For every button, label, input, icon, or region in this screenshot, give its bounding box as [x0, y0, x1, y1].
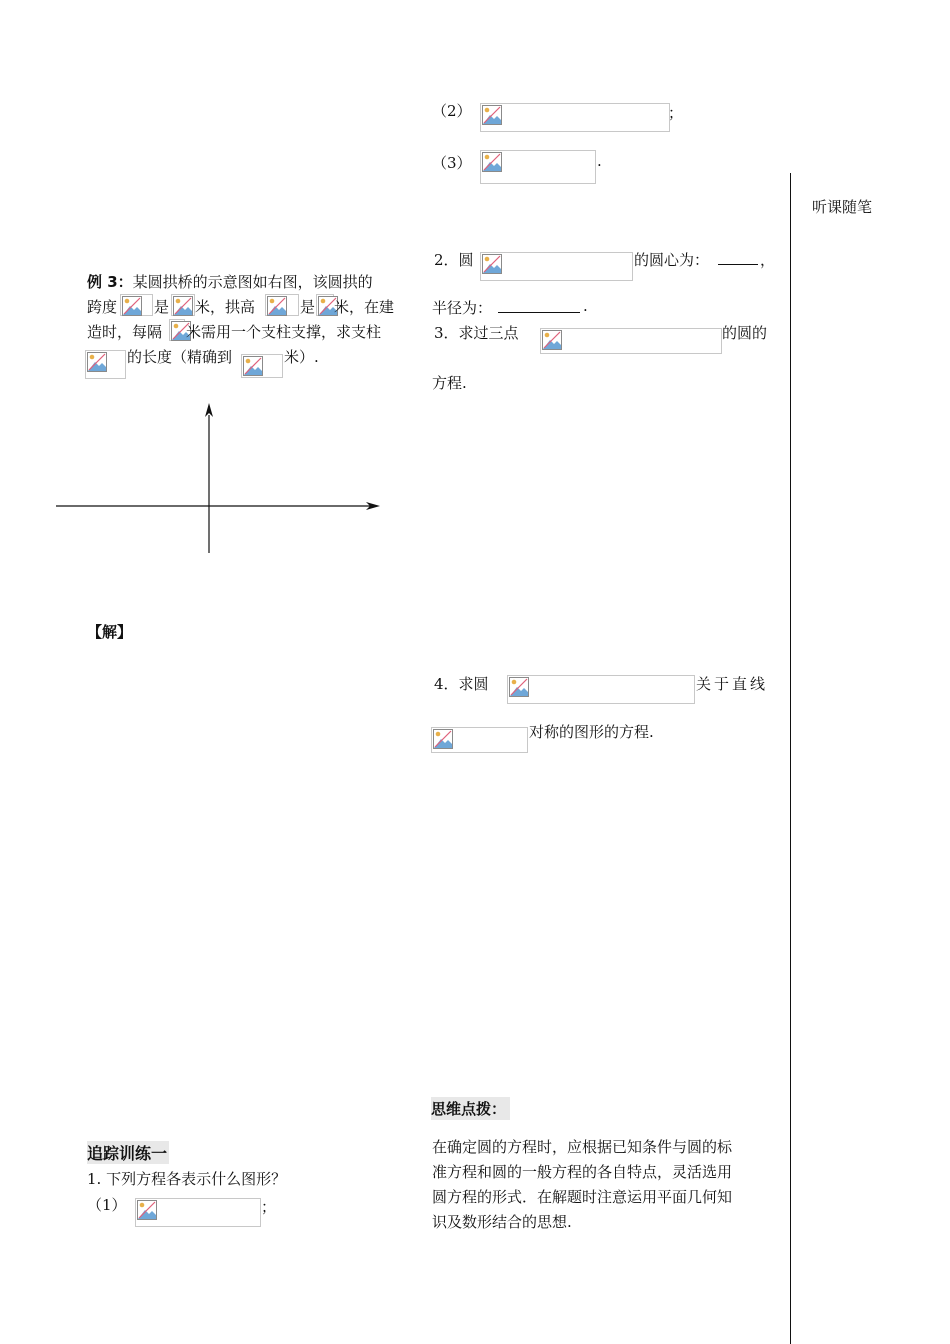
example3-line1: [87, 271, 373, 292]
formula-image: [480, 252, 633, 281]
training-sub1-end: ；: [261, 1198, 277, 1216]
broken-image-icon: [137, 1200, 157, 1220]
y-axis-arrow-icon: [205, 403, 213, 417]
formula-image: [171, 294, 195, 316]
broken-image-icon: [542, 330, 562, 350]
broken-image-icon: [482, 105, 502, 125]
formula-image: [265, 294, 299, 316]
broken-image-icon: [482, 152, 502, 172]
training-sub1-label: （1）: [87, 1196, 127, 1214]
formula-image: [480, 103, 670, 132]
item3-suffix: 的圆的: [722, 324, 768, 342]
ex3-l4a: 的长度（精确到: [127, 348, 233, 366]
training-question: 1. 下列方程各表示什么图形？: [87, 1170, 287, 1188]
formula-image: [85, 350, 126, 379]
tip-title: 思维点拨：: [431, 1097, 510, 1120]
ex3-l3a: 造时，每隔: [87, 323, 163, 341]
tip-line: 圆方程的形式．在解题时注意运用平面几何知: [432, 1188, 733, 1206]
broken-image-icon: [509, 677, 529, 697]
solution-label: 【解】: [87, 623, 133, 641]
formula-image: [135, 1198, 261, 1227]
ex3-l2e: 米，在建: [334, 298, 395, 316]
formula-image: [120, 294, 153, 316]
tip-paragraph: [432, 1135, 732, 1235]
broken-image-icon: [173, 296, 193, 316]
item3-prefix: 3．求过三点: [434, 324, 519, 342]
formula-image: [480, 150, 596, 184]
item2-prefix: 2．圆: [434, 251, 474, 269]
ex3-l2d: 是: [300, 298, 316, 316]
q2-label: （2）: [432, 102, 472, 120]
q3-label: （3）: [432, 154, 472, 172]
item4-line2: 对称的图形的方程.: [529, 723, 654, 741]
tip-line: 在确定圆的方程时，应根据已知条件与圆的标: [432, 1138, 733, 1156]
broken-image-icon: [482, 254, 502, 274]
broken-image-icon: [243, 356, 263, 376]
formula-image: [169, 319, 185, 341]
ex3-l2c: 米，拱高: [195, 298, 256, 316]
example3-label: 例 3：: [87, 273, 133, 291]
item2-comma: ，: [760, 251, 776, 269]
broken-image-icon: [87, 352, 107, 372]
q3-end: .: [597, 152, 602, 170]
example3-text: 某圆拱桥的示意图如右图，该圆拱的: [132, 273, 373, 291]
item3-line2: 方程.: [432, 374, 467, 392]
item4-suffix: 关于直线: [696, 675, 769, 693]
radius-blank: [498, 312, 580, 313]
ex3-l4b: 米）.: [284, 348, 319, 366]
ex3-l2b: 是: [154, 298, 170, 316]
broken-image-icon: [267, 296, 287, 316]
formula-image: [507, 675, 695, 704]
formula-image: [316, 294, 334, 316]
formula-image: [241, 354, 283, 378]
margin-divider: [790, 173, 791, 1344]
item4-prefix: 4．求圆: [434, 675, 489, 693]
formula-image: [431, 727, 528, 753]
tip-line: 准方程和圆的一般方程的各自特点，灵活选用: [432, 1163, 733, 1181]
margin-title: 听课随笔: [812, 198, 873, 216]
coordinate-axes-diagram: [50, 395, 390, 560]
item2-radius: 半径为：: [432, 299, 493, 317]
center-blank: [718, 264, 758, 265]
item2-suffix: 的圆心为：: [634, 251, 710, 269]
tip-line: 识及数形结合的思想.: [432, 1213, 572, 1231]
q2-end: ；: [668, 104, 684, 122]
training-title: 追踪训练一: [87, 1141, 169, 1164]
broken-image-icon: [433, 729, 453, 749]
ex3-l3b: 米需用一个支柱支撑，求支柱: [186, 323, 382, 341]
item2-end: .: [583, 297, 588, 315]
broken-image-icon: [122, 296, 142, 316]
ex3-l2a: 跨度: [87, 298, 118, 316]
formula-image: [540, 328, 722, 354]
